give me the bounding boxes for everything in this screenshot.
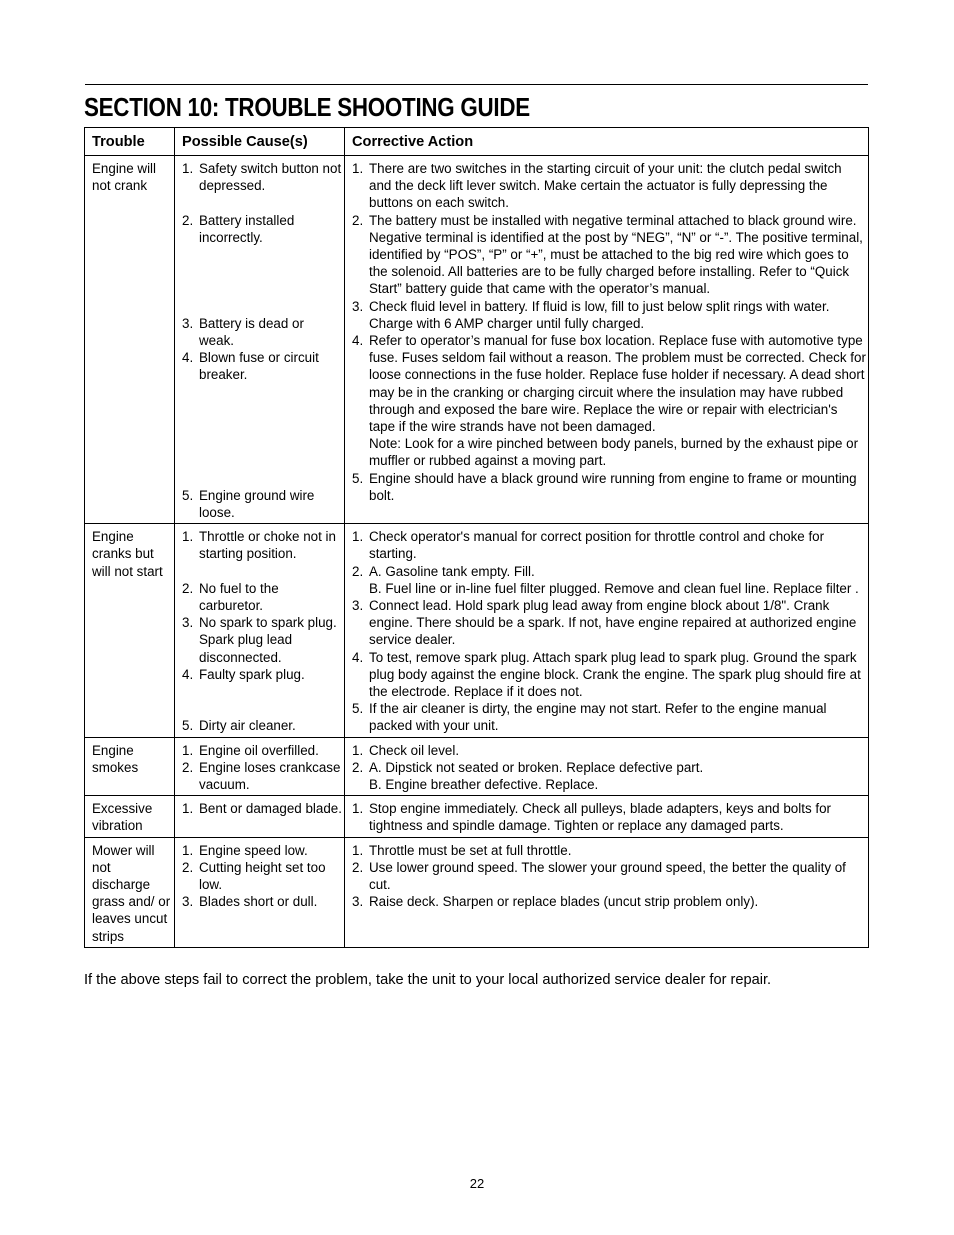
action-text: Stop engine immediately. Check all pulleys, blade adapters, keys and bolts for tightness and spindle damage. Tighten or replace any damaged parts.	[369, 801, 831, 834]
causes-cell	[175, 796, 345, 837]
action-note: Note: Look for a wire pinched between body panels, burned by the exhaust pipe or muffler or rubbed against a moving part.	[369, 436, 859, 469]
action-number: 1.	[352, 742, 364, 758]
action-text: Check operator's manual for correct position for throttle control and choke for starting.	[369, 529, 825, 562]
action-text: There are two switches in the starting circuit of your unit: the clutch pedal switch and the deck lift lever switch. Make certain the actuator is fully depressing the buttons on each switch.	[369, 161, 842, 211]
cause-text: Safety switch button not depressed.	[199, 161, 342, 194]
cause-number: 2.	[182, 859, 194, 875]
trouble-cell: Excessive vibration	[85, 796, 175, 837]
action-number: 5.	[352, 701, 364, 717]
cause-number: 1.	[182, 529, 194, 545]
cause-text: Battery installed incorrectly.	[199, 212, 295, 245]
cause-item	[182, 666, 342, 683]
cause-item	[182, 487, 342, 521]
action-number: 2.	[352, 563, 364, 579]
action-number: 1.	[352, 161, 364, 176]
action-number: 4.	[352, 649, 364, 665]
cause-text: Engine oil overfilled.	[199, 742, 319, 758]
cause-item	[182, 893, 342, 910]
header-corrective-action: Corrective Action	[345, 128, 869, 156]
cause-item	[182, 160, 342, 194]
action-item	[352, 212, 866, 298]
action-number: 3.	[352, 598, 364, 614]
cause-text: Blades short or dull.	[199, 894, 318, 910]
action-text: Engine should have a black ground wire running from engine to frame or mounting bolt.	[369, 470, 857, 503]
table-header-row	[85, 128, 869, 156]
action-text: If the air cleaner is dirty, the engine may not start. Refer to the engine manual packed with your unit.	[369, 701, 827, 734]
cause-number: 1.	[182, 161, 194, 176]
actions-cell	[345, 737, 869, 796]
actions-cell	[345, 156, 869, 524]
action-text: The battery must be installed with negative terminal attached to black ground wire. Negative terminal is identified at the post by “NEG”, “N” or “-”. The positive terminal, identified by “POS”, “P” or “+”, must be attached to the big red wire which goes to the solenoid. All batteries are to be fully charged before installing. Refer to “Quick Start” battery guide that came with the operator’s manual.	[369, 212, 863, 297]
cause-text: Battery is dead or weak.	[199, 315, 304, 348]
action-item	[352, 842, 866, 859]
actions-cell	[345, 796, 869, 837]
cause-number: 5.	[182, 487, 194, 503]
action-item	[352, 859, 866, 893]
cause-item	[182, 859, 342, 893]
action-item	[352, 800, 866, 834]
cause-number: 1.	[182, 801, 194, 817]
action-item	[352, 160, 866, 212]
action-item	[352, 649, 866, 701]
cause-item	[182, 580, 342, 614]
causes-cell	[175, 737, 345, 796]
table-row	[85, 737, 869, 796]
causes-cell	[175, 837, 345, 947]
cause-text: Throttle or choke not in starting position.	[199, 529, 336, 562]
action-item	[352, 597, 866, 649]
cause-text: Bent or damaged blade.	[199, 801, 342, 817]
cause-item	[182, 315, 342, 349]
action-note: B. Fuel line or in-line fuel filter plugged. Remove and clean fuel line. Replace filter .	[369, 580, 859, 596]
action-number: 1.	[352, 842, 364, 858]
troubleshooting-table	[84, 127, 869, 948]
action-number: 1.	[352, 529, 364, 545]
cause-number: 4.	[182, 350, 194, 366]
cause-number: 3.	[182, 315, 194, 331]
action-number: 2.	[352, 212, 364, 228]
action-text: Raise deck. Sharpen or replace blades (uncut strip problem only).	[369, 894, 759, 910]
action-note: B. Engine breather defective. Replace.	[369, 777, 599, 793]
cause-number: 2.	[182, 580, 194, 596]
cause-item	[182, 759, 342, 793]
action-number: 2.	[352, 859, 364, 875]
footer-note: If the above steps fail to correct the problem, take the unit to your local authorized service dealer for repair.	[84, 972, 772, 988]
cause-item	[182, 212, 342, 246]
action-text: Throttle must be set at full throttle.	[369, 842, 572, 858]
action-item	[352, 893, 866, 910]
cause-number: 1.	[182, 842, 194, 858]
action-text: Use lower ground speed. The slower your ground speed, the better the quality of cut.	[369, 859, 846, 893]
trouble-cell: Engine smokes	[85, 737, 175, 796]
trouble-cell: Engine will not crank	[85, 156, 175, 524]
cause-item	[182, 717, 342, 734]
table-row	[85, 796, 869, 837]
page-number: 22	[469, 1176, 485, 1191]
cause-text: Engine speed low.	[199, 842, 308, 858]
cause-text: Engine ground wire loose.	[199, 487, 315, 520]
action-number: 2.	[352, 759, 364, 775]
table-row	[85, 524, 869, 737]
action-number: 3.	[352, 298, 364, 314]
action-item	[352, 700, 866, 734]
action-text: A. Gasoline tank empty. Fill.	[369, 563, 535, 579]
header-possible-causes: Possible Cause(s)	[175, 128, 345, 156]
trouble-cell: Mower will not discharge grass and/ or leaves uncut strips	[85, 837, 175, 947]
cause-item	[182, 614, 342, 666]
cause-text: Faulty spark plug.	[199, 666, 305, 682]
actions-cell	[345, 524, 869, 737]
trouble-cell: Engine cranks but will not start	[85, 524, 175, 737]
cause-number: 2.	[182, 212, 194, 228]
cause-number: 2.	[182, 759, 194, 775]
cause-item	[182, 842, 342, 859]
action-item	[352, 759, 866, 776]
cause-text: Engine loses crankcase vacuum.	[199, 759, 341, 793]
header-trouble: Trouble	[85, 128, 175, 156]
action-text: Refer to operator’s manual for fuse box location. Replace fuse with automotive type fuse. Fuses seldom fail without a reason. The problem must be corrected. Check for loose connections in the fuse holder. Replace fuse holder if necessary. A dead short may be in the cranking or charging circuit where the insulation may have rubbed through and exposed the bare wire. Replace the wire or repair with electrician's tape if the wire strands have not been damaged.	[369, 333, 866, 435]
action-number: 5.	[352, 470, 364, 486]
cause-number: 3.	[182, 894, 194, 910]
cause-item	[182, 528, 342, 562]
actions-cell	[345, 837, 869, 947]
cause-text: Dirty air cleaner.	[199, 718, 296, 734]
action-item	[352, 563, 866, 580]
table-row	[85, 156, 869, 524]
action-item	[352, 332, 866, 435]
cause-text: Blown fuse or circuit breaker.	[199, 350, 319, 383]
action-text: Check fluid level in battery. If fluid is low, fill to just below split rings with water. Charge with 6 AMP charger until fully charged.	[369, 298, 830, 331]
cause-number: 1.	[182, 742, 194, 758]
action-item	[352, 470, 866, 504]
section-title: SECTION 10: TROUBLE SHOOTING GUIDE	[84, 92, 530, 122]
cause-number: 4.	[182, 666, 194, 682]
cause-item	[182, 349, 342, 383]
action-item	[352, 528, 866, 562]
cause-text: Cutting height set too low.	[199, 859, 326, 893]
action-text: Connect lead. Hold spark plug lead away from engine block about 1/8". Crank engine. There should be a spark. If not, have engine repaired at authorized engine service dealer.	[369, 598, 857, 648]
causes-cell	[175, 524, 345, 737]
table-row	[85, 837, 869, 947]
cause-text: No spark to spark plug. Spark plug lead disconnected.	[199, 615, 337, 665]
cause-number: 3.	[182, 615, 194, 631]
causes-cell	[175, 156, 345, 524]
cause-item	[182, 742, 342, 759]
cause-number: 5.	[182, 718, 194, 734]
action-text: A. Dipstick not seated or broken. Replace defective part.	[369, 759, 704, 775]
action-number: 4.	[352, 333, 364, 349]
action-text: Check oil level.	[369, 742, 460, 758]
action-number: 1.	[352, 801, 364, 817]
action-number: 3.	[352, 894, 364, 910]
action-item	[352, 298, 866, 332]
header-rule	[85, 84, 868, 85]
action-text: To test, remove spark plug. Attach spark plug lead to spark plug. Ground the spark plug body against the engine block. Crank the engine. The spark plug should fire at the electrode. Replace if it does not.	[369, 649, 861, 700]
cause-text: No fuel to the carburetor.	[199, 580, 279, 613]
action-item	[352, 742, 866, 759]
cause-item	[182, 800, 342, 817]
